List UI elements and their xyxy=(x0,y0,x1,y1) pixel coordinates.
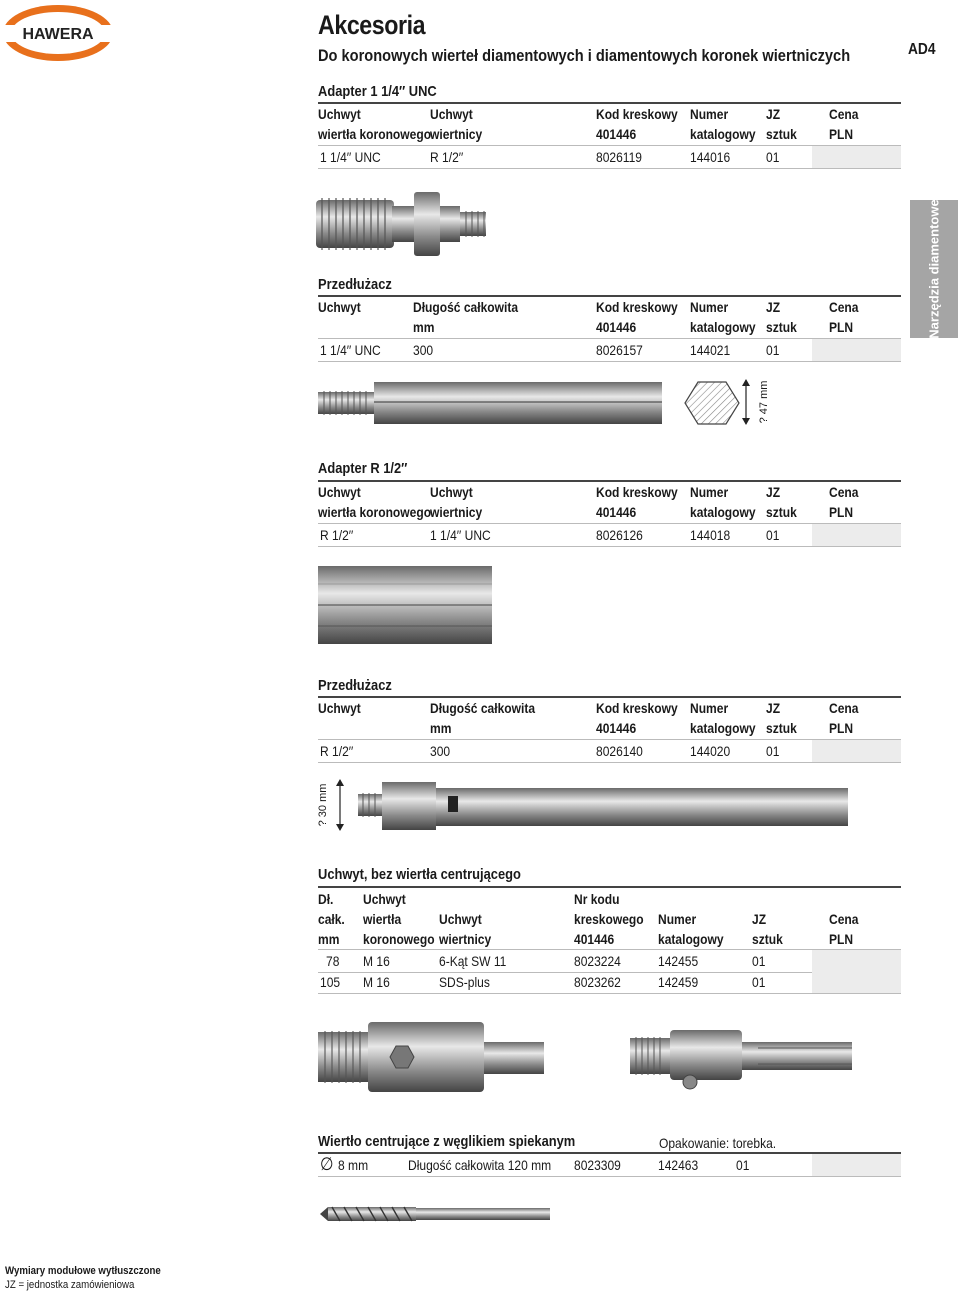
side-tab xyxy=(910,200,958,338)
header-holder: Uchwyt wiertła koronowego xyxy=(318,106,432,142)
section-3-title: Adapter R 1/2′′ xyxy=(318,460,408,477)
footer-bold-note: Wymiary modułowe wytłuszczone xyxy=(5,1265,161,1277)
packaging-note: Opakowanie: torebka. xyxy=(659,1135,777,1151)
section-5-header xyxy=(318,889,901,949)
header-barcode: Kod kreskowy 401446 xyxy=(596,299,678,335)
section-2-title: Przedłużacz xyxy=(318,276,392,293)
header-price: Cena PLN xyxy=(829,106,859,142)
diameter-icon: ∅ xyxy=(320,1154,334,1174)
cell-holder: R 1/2′′ xyxy=(320,527,354,543)
section-1-header xyxy=(318,104,901,144)
header-barcode: Kod kreskowy 401446 xyxy=(596,106,678,142)
section-3-header xyxy=(318,482,901,522)
section-4-title: Przedłużacz xyxy=(318,677,392,694)
header-jz: JZ sztuk xyxy=(766,299,797,335)
header-jz: JZ sztuk xyxy=(766,700,797,736)
cell-rig-holder: R 1/2′′ xyxy=(430,149,464,165)
extension-r12-image xyxy=(356,780,852,832)
cell-rig-holder: SDS-plus xyxy=(439,974,490,990)
header-holder: Uchwyt wiertła koronowego xyxy=(363,891,435,947)
cell-holder: R 1/2′′ xyxy=(320,743,354,759)
header-length: Dł. całk. mm xyxy=(318,891,345,947)
section-1-title: Adapter 1 1/4′′ UNC xyxy=(318,83,437,100)
cell-length: 105 xyxy=(320,974,341,990)
cell-length: 78 xyxy=(326,953,340,969)
header-length: Długość całkowita mm xyxy=(430,700,536,736)
header-barcode: Kod kreskowy 401446 xyxy=(596,700,678,736)
header-catalog: Numer katalogowy xyxy=(690,106,756,142)
cell-catalog: 144018 xyxy=(690,527,731,543)
cell-jz: 01 xyxy=(752,974,766,990)
header-barcode: Nr kodu kreskowego 401446 xyxy=(574,891,644,947)
cell-jz: 01 xyxy=(766,342,780,358)
cell-holder: M 16 xyxy=(363,974,390,990)
price-cell xyxy=(812,1154,901,1176)
header-holder: Uchwyt wiertła koronowego xyxy=(318,484,432,520)
cell-length: Długość całkowita 120 mm xyxy=(408,1157,552,1173)
price-cell xyxy=(812,146,901,168)
adapter-unc-image xyxy=(314,188,490,260)
header-rig-holder: Uchwyt wiertnicy xyxy=(430,106,483,142)
cell-barcode: 8026126 xyxy=(596,527,643,543)
price-cell xyxy=(812,740,901,762)
cell-holder: 1 1/4′′ UNC xyxy=(320,149,381,165)
price-cell xyxy=(812,524,901,546)
hawera-logo xyxy=(2,4,114,62)
dimension-arrow-icon xyxy=(333,778,347,832)
table-row xyxy=(318,145,901,169)
header-holder: Uchwyt xyxy=(318,700,361,716)
footer-jz-note: JZ = jednostka zamówieniowa xyxy=(5,1279,135,1291)
price-cell xyxy=(812,971,901,993)
header-rig-holder: Uchwyt wiertnicy xyxy=(430,484,483,520)
header-rig-holder: Uchwyt wiertnicy xyxy=(439,911,492,947)
cell-barcode: 8023262 xyxy=(574,974,621,990)
pilot-drill-image xyxy=(318,1202,558,1226)
header-catalog: Numer katalogowy xyxy=(690,700,756,736)
dimension-arrow-icon xyxy=(739,378,753,426)
cell-catalog: 142459 xyxy=(658,974,699,990)
cell-rig-holder: 6-Kąt SW 11 xyxy=(439,953,507,969)
extension-unc-image xyxy=(316,380,666,426)
table-row xyxy=(318,523,901,547)
table-row xyxy=(318,949,901,973)
header-price: Cena PLN xyxy=(829,911,859,947)
header-catalog: Numer katalogowy xyxy=(658,911,724,947)
cell-holder: 1 1/4′′ UNC xyxy=(320,342,381,358)
table-row xyxy=(318,971,901,994)
holder-hex-image xyxy=(316,1020,548,1096)
table-row xyxy=(318,338,901,362)
header-price: Cena PLN xyxy=(829,700,859,736)
logo-text: HAWERA xyxy=(22,26,94,43)
header-barcode: Kod kreskowy 401446 xyxy=(596,484,678,520)
cell-barcode: 8023309 xyxy=(574,1157,621,1173)
cell-jz: 01 xyxy=(766,743,780,759)
holder-sds-image xyxy=(628,1024,860,1092)
section-5-rule xyxy=(318,886,901,888)
cell-barcode: 8026140 xyxy=(596,743,643,759)
cell-diameter: 8 mm xyxy=(338,1157,369,1173)
page-title: Akcesoria xyxy=(318,10,426,40)
header-catalog: Numer katalogowy xyxy=(690,299,756,335)
table-row xyxy=(318,1154,901,1177)
section-5-title: Uchwyt, bez wiertła centrującego xyxy=(318,866,521,883)
price-cell xyxy=(812,339,901,361)
cell-rig-holder: 1 1/4′′ UNC xyxy=(430,527,491,543)
hexagon-section-icon xyxy=(683,378,743,428)
cell-catalog: 144020 xyxy=(690,743,731,759)
table-row xyxy=(318,739,901,763)
section-4-header xyxy=(318,698,901,738)
section-6-title: Wiertło centrujące z węglikiem spiekanym xyxy=(318,1133,576,1150)
cell-jz: 01 xyxy=(766,149,780,165)
cell-jz: 01 xyxy=(766,527,780,543)
cell-catalog: 144021 xyxy=(690,342,731,358)
header-jz: JZ sztuk xyxy=(766,484,797,520)
header-holder: Uchwyt xyxy=(318,299,361,315)
cell-holder: M 16 xyxy=(363,953,390,969)
header-jz: JZ sztuk xyxy=(752,911,783,947)
price-cell xyxy=(812,950,901,972)
cell-barcode: 8026157 xyxy=(596,342,643,358)
page-subtitle: Do koronowych wierteł diamentowych i diamentowych koronek wiertniczych xyxy=(318,46,851,65)
cell-length: 300 xyxy=(413,342,434,358)
cell-catalog: 144016 xyxy=(690,149,731,165)
cell-length: 300 xyxy=(430,743,451,759)
header-length: Długość całkowita mm xyxy=(413,299,519,335)
dimension-30: ? 30 mm xyxy=(317,783,329,827)
cell-catalog: 142455 xyxy=(658,953,699,969)
page-code: AD4 xyxy=(908,41,936,58)
header-price: Cena PLN xyxy=(829,299,859,335)
cell-catalog: 142463 xyxy=(658,1157,699,1173)
dimension-47: ? 47 mm xyxy=(758,380,770,424)
cell-barcode: 8023224 xyxy=(574,953,621,969)
header-catalog: Numer katalogowy xyxy=(690,484,756,520)
side-tab-label: Narzędzia diamentowe xyxy=(926,199,942,339)
cell-barcode: 8026119 xyxy=(596,149,642,165)
adapter-r12-image xyxy=(316,562,496,648)
header-jz: JZ sztuk xyxy=(766,106,797,142)
cell-jz: 01 xyxy=(752,953,766,969)
section-2-header xyxy=(318,297,901,337)
cell-jz: 01 xyxy=(736,1157,750,1173)
header-price: Cena PLN xyxy=(829,484,859,520)
